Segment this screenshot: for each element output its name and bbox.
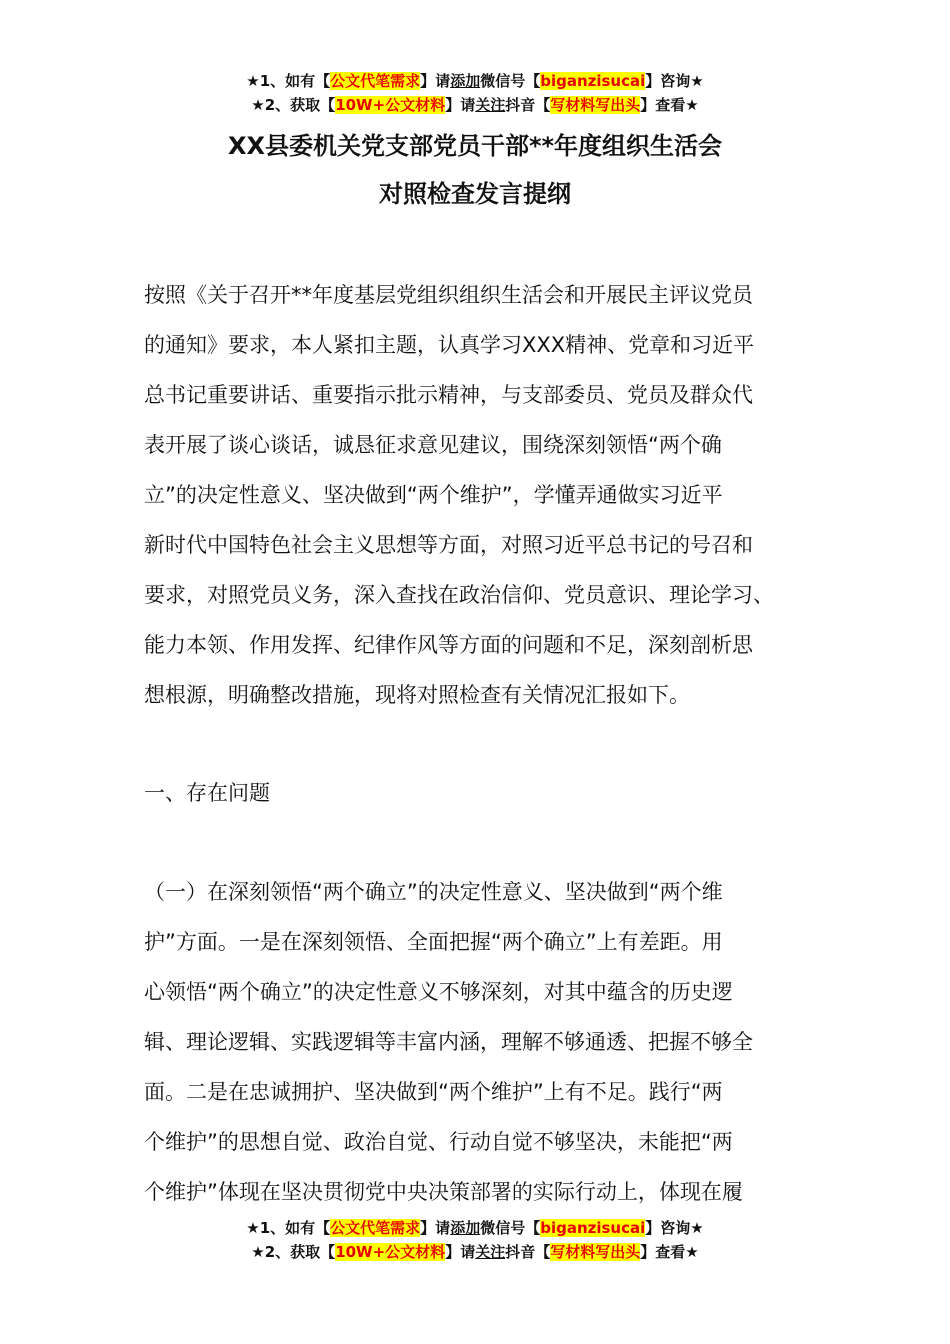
promo-footer-line-1-suffix: 】咨询★ bbox=[645, 1219, 704, 1237]
paragraph-line: 面。二是在忠诚拥护、坚决做到“两个维护”上有不足。践行“两 bbox=[144, 1080, 723, 1104]
paragraph-line: 要求，对照党员义务，深入查找在政治信仰、党员意识、理论学习、 bbox=[144, 583, 774, 607]
promo-highlight-materials: 10W+公文材料 bbox=[335, 96, 446, 114]
paragraph-line: （一）在深刻领悟“两个确立”的决定性意义、坚决做到“两个维 bbox=[144, 880, 723, 904]
paragraph-line: 个维护”的思想自觉、政治自觉、行动自觉不够坚决，未能把“两 bbox=[144, 1130, 733, 1154]
promo-footer-highlight-service: 公文代笔需求 bbox=[330, 1219, 421, 1237]
problems-paragraph bbox=[144, 867, 824, 1217]
promo-line-1-suffix: 】咨询★ bbox=[645, 72, 704, 90]
paragraph-line: 个维护”体现在坚决贯彻党中央决策部署的实际行动上，体现在履 bbox=[144, 1180, 743, 1204]
paragraph-line: 新时代中国特色社会主义思想等方面，对照习近平总书记的号召和 bbox=[144, 533, 753, 557]
promo-line-2 bbox=[0, 94, 950, 118]
promo-header bbox=[0, 70, 950, 118]
promo-underlined-add: 添加 bbox=[450, 72, 481, 90]
paragraph-line: 的通知》要求，本人紧扣主题，认真学习XXX精神、党章和习近平 bbox=[144, 333, 755, 357]
promo-footer bbox=[0, 1217, 950, 1265]
promo-underlined-follow: 关注 bbox=[475, 96, 506, 114]
promo-footer-line-2-suffix: 】查看★ bbox=[640, 1243, 699, 1261]
promo-line-2-suffix: 】查看★ bbox=[640, 96, 699, 114]
promo-footer-underlined-add: 添加 bbox=[450, 1219, 481, 1237]
promo-highlight-service: 公文代笔需求 bbox=[330, 72, 421, 90]
promo-footer-line-1-mid1: 】请 bbox=[420, 1219, 451, 1237]
promo-line-1-mid1: 】请 bbox=[420, 72, 451, 90]
intro-paragraph bbox=[144, 270, 824, 720]
title-line-2: 对照检查发言提纲 bbox=[379, 180, 571, 208]
title-line-1: XX县委机关党支部党员干部**年度组织生活会 bbox=[227, 132, 723, 160]
promo-footer-line-1-mid2: 微信号【 bbox=[480, 1219, 541, 1237]
paragraph-line: 护”方面。一是在深刻领悟、全面把握“两个确立”上有差距。用 bbox=[144, 930, 723, 954]
promo-line-1 bbox=[0, 70, 950, 94]
paragraph-line: 想根源，明确整改措施，现将对照检查有关情况汇报如下。 bbox=[144, 683, 690, 707]
promo-footer-line-2 bbox=[0, 1241, 950, 1265]
promo-highlight-wechat-id: biganzisucai bbox=[540, 72, 646, 90]
promo-line-2-prefix: ★2、获取【 bbox=[251, 96, 336, 114]
promo-footer-line-2-mid2: 抖音【 bbox=[505, 1243, 551, 1261]
paragraph-line: 总书记重要讲话、重要指示批示精神，与支部委员、党员及群众代 bbox=[144, 383, 753, 407]
promo-footer-line-2-prefix: ★2、获取【 bbox=[251, 1243, 336, 1261]
paragraph-line: 立”的决定性意义、坚决做到“两个维护”，学懂弄通做实习近平 bbox=[144, 483, 723, 507]
promo-footer-highlight-douyin-account: 写材料写出头 bbox=[550, 1243, 641, 1261]
promo-footer-line-1-prefix: ★1、如有【 bbox=[246, 1219, 331, 1237]
promo-highlight-douyin-account: 写材料写出头 bbox=[550, 96, 641, 114]
promo-footer-underlined-follow: 关注 bbox=[475, 1243, 506, 1261]
paragraph-line: 表开展了谈心谈话，诚恳征求意见建议，围绕深刻领悟“两个确 bbox=[144, 433, 722, 457]
promo-footer-highlight-wechat-id: biganzisucai bbox=[540, 1219, 646, 1237]
paragraph-line: 辑、理论逻辑、实践逻辑等丰富内涵，理解不够通透、把握不够全 bbox=[144, 1030, 753, 1054]
promo-line-1-mid2: 微信号【 bbox=[480, 72, 541, 90]
document-title bbox=[0, 122, 950, 218]
paragraph-line: 按照《关于召开**年度基层党组织组织生活会和开展民主评议党员 bbox=[144, 283, 753, 307]
promo-footer-highlight-materials: 10W+公文材料 bbox=[335, 1243, 446, 1261]
promo-line-2-mid1: 】请 bbox=[445, 96, 476, 114]
promo-line-2-mid2: 抖音【 bbox=[505, 96, 551, 114]
paragraph-line: 心领悟“两个确立”的决定性意义不够深刻，对其中蕴含的历史逻 bbox=[144, 980, 733, 1004]
paragraph-line: 能力本领、作用发挥、纪律作风等方面的问题和不足，深刻剖析思 bbox=[144, 633, 753, 657]
section-heading-problems bbox=[144, 768, 824, 818]
promo-footer-line-1 bbox=[0, 1217, 950, 1241]
section-heading-text: 一、存在问题 bbox=[144, 781, 270, 805]
promo-footer-line-2-mid1: 】请 bbox=[445, 1243, 476, 1261]
promo-line-1-prefix: ★1、如有【 bbox=[246, 72, 331, 90]
